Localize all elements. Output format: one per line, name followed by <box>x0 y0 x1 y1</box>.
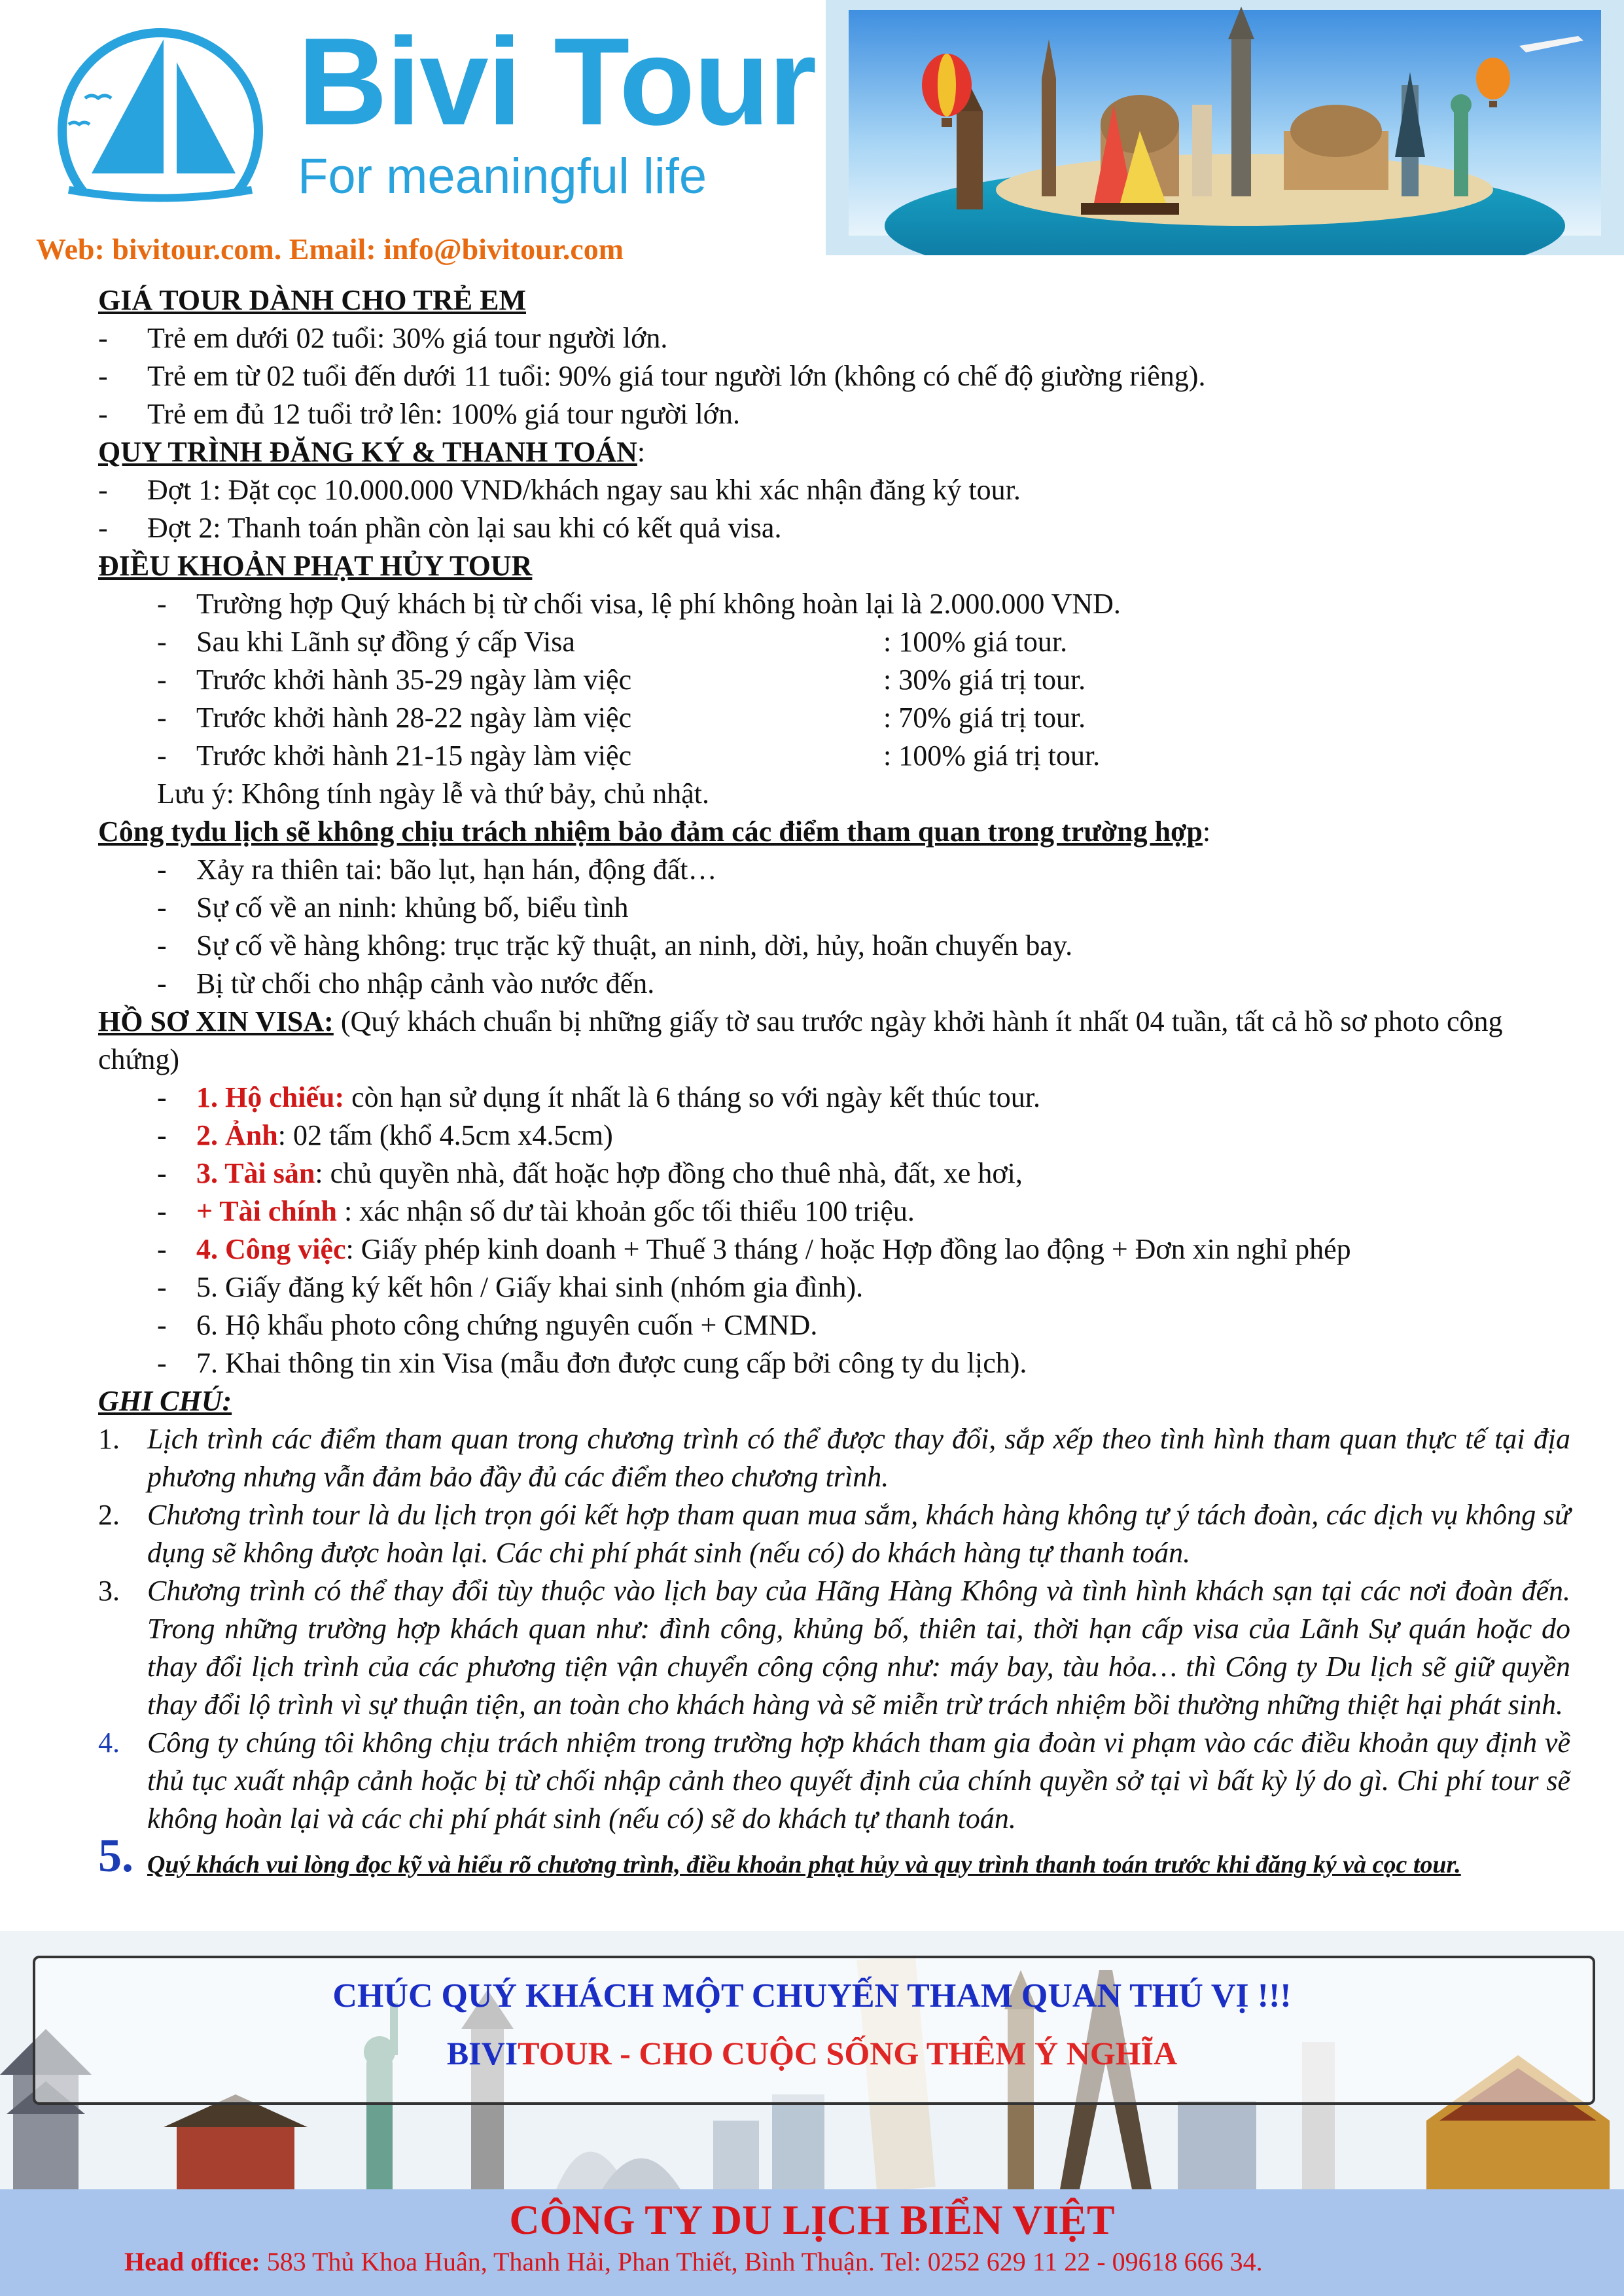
child-prices-heading: GIÁ TOUR DÀNH CHO TRẺ EM <box>98 284 526 316</box>
travel-banner-image <box>826 0 1624 255</box>
payment-item: - Đợt 1: Đặt cọc 10.000.000 VND/khách ngay sau khi xác nhận đăng ký tour. <box>98 474 1021 506</box>
visa-item: - 4. Công việc: Giấy phép kinh doanh + Thuế 3 tháng / hoặc Hợp đồng lao động + Đơn xin nghỉ phép <box>157 1233 1351 1265</box>
company-name: CÔNG TY DU LỊCH BIỂN VIỆT <box>509 2197 1115 2243</box>
brand-tagline: For meaningful life <box>298 149 707 204</box>
child-price-item: - Trẻ em đủ 12 tuổi trở lên: 100% giá tour người lớn. <box>98 398 740 430</box>
cancellation-intro: - Trường hợp Quý khách bị từ chối visa, lệ phí không hoàn lại là 2.000.000 VND. <box>157 588 1121 620</box>
note-item: 4. Công ty chúng tôi không chịu trách nhiệm trong trường hợp khách tham gia đoàn vi phạm vào các điều khoản quy định về thủ tục xuất nhập cảnh hoặc bị từ chối nhập cảnh theo quyết định của chính quyền sở tại vì bất kỳ lý do gì. Chi phí tour sẽ không hoàn lại và các chi phí phát sinh (nếu có) sẽ do khách tự thanh toán. <box>98 1727 1570 1835</box>
final-note: 5. Quý khách vui lòng đọc kỹ và hiểu rõ chương trình, điều khoản phạt hủy và quy trình thanh toán trước khi đăng ký và cọc tour. <box>98 1829 1461 1882</box>
visa-item: - 5. Giấy đăng ký kết hôn / Giấy khai sinh (nhóm gia đình). <box>157 1271 864 1303</box>
payment-item: - Đợt 2: Thanh toán phần còn lại sau khi có kết quả visa. <box>98 512 782 544</box>
visa-item: - 2. Ảnh: 02 tấm (khổ 4.5cm x4.5cm) <box>157 1119 613 1151</box>
cancellation-row: - Trước khởi hành 28-22 ngày làm việc : 70% giá trị tour. <box>157 702 1086 734</box>
visa-item: - + Tài chính : xác nhận số dư tài khoản gốc tối thiểu 100 triệu. <box>157 1195 915 1227</box>
notes-list <box>98 1420 1570 1838</box>
cancellation-row: - Trước khởi hành 35-29 ngày làm việc : 30% giá trị tour. <box>157 664 1086 696</box>
note-item: 3. Chương trình có thể thay đổi tùy thuộc vào lịch bay của Hãng Hàng Không và tình hình khách sạn tại các nơi đoàn đến. Trong những trường hợp khách quan như: đình công, khủng bố, thiên tai, thời hạn cấp visa của Lãnh Sự quán hoặc do thay đổi lịch trình của các phương tiện vận chuyển công cộng như: máy bay, tàu hỏa… thì Công ty Du lịch sẽ giữ quyền thay đổi lộ trình vì sự thuận tiện, an toàn cho khách hàng và sẽ miễn trừ trách nhiệm bồi thường những thiệt hại phát sinh. <box>98 1575 1570 1721</box>
brand-name: Bivi Tour <box>298 12 816 151</box>
cancellation-row: - Sau khi Lãnh sự đồng ý cấp Visa : 100% giá tour. <box>157 626 1068 658</box>
note-item: 1. Lịch trình các điểm tham quan trong chương trình có thể được thay đổi, sắp xếp theo tình hình tham quan thực tế tại địa phương nhưng vẫn đảm bảo đầy đủ các điểm theo chương trình. <box>98 1423 1570 1493</box>
terms-content <box>98 281 1570 1882</box>
visa-item: - 1. Hộ chiếu: còn hạn sử dụng ít nhất là 6 tháng so với ngày kết thúc tour. <box>157 1081 1040 1113</box>
visa-item: - 6. Hộ khẩu photo công chứng nguyên cuốn + CMND. <box>157 1309 818 1341</box>
child-price-item: - Trẻ em từ 02 tuổi đến dưới 11 tuổi: 90% giá tour người lớn (không có chế độ giường riêng). <box>98 360 1206 392</box>
liability-item: - Sự cố về hàng không: trục trặc kỹ thuật, an ninh, dời, hủy, hoãn chuyến bay. <box>157 929 1073 961</box>
page-header <box>0 0 1624 266</box>
liability-item: - Sự cố về an ninh: khủng bố, biểu tình <box>157 891 629 924</box>
liability-item: - Xảy ra thiên tai: bão lụt, hạn hán, động đất… <box>157 853 717 886</box>
liability-item: - Bị từ chối cho nhập cảnh vào nước đến. <box>157 967 655 999</box>
wish-text: CHÚC QUÝ KHÁCH MỘT CHUYẾN THAM QUAN THÚ VỊ !!! <box>332 1977 1292 2015</box>
visa-item: - 7. Khai thông tin xin Visa (mẫu đơn được cung cấp bởi công ty du lịch). <box>157 1347 1027 1379</box>
contact-line: Web: bivitour.com. Email: info@bivitour.com <box>36 232 624 266</box>
visa-item: - 3. Tài sản: chủ quyền nhà, đất hoặc hợp đồng cho thuê nhà, đất, xe hơi, <box>157 1157 1023 1189</box>
cancellation-row: - Trước khởi hành 21-15 ngày làm việc : 100% giá trị tour. <box>157 740 1101 772</box>
slogan-text: BIVITOUR - CHO CUỘC SỐNG THÊM Ý NGHĨA <box>446 2035 1178 2072</box>
cancellation-note: Lưu ý: Không tính ngày lễ và thứ bảy, chủ nhật. <box>157 778 710 810</box>
notes-heading: GHI CHÚ: <box>98 1385 232 1417</box>
payment-heading: QUY TRÌNH ĐĂNG KÝ & THANH TOÁN: <box>98 436 646 468</box>
visa-heading: HỒ SƠ XIN VISA: (Quý khách chuẩn bị những giấy tờ sau trước ngày khởi hành ít nhất 04 tuần, tất cả hồ sơ photo công chứng) <box>98 1005 1503 1075</box>
child-price-item: - Trẻ em dưới 02 tuổi: 30% giá tour người lớn. <box>98 322 668 354</box>
head-office-address: Head office: 583 Thủ Khoa Huân, Thanh Hải, Phan Thiết, Bình Thuận. Tel: 0252 629 11 22 - 09618 666 34. <box>124 2247 1263 2276</box>
note-item: 2. Chương trình tour là du lịch trọn gói kết hợp tham quan mua sắm, khách hàng không tự ý tách đoàn, các dịch vụ không sử dụng sẽ không được hoàn lại. Các chi phí phát sinh (nếu có) do khách hàng tự thanh toán. <box>98 1499 1570 1569</box>
cancellation-heading: ĐIỀU KHOẢN PHẠT HỦY TOUR <box>98 550 533 582</box>
liability-heading: Công tydu lịch sẽ không chịu trách nhiệm bảo đảm các điểm tham quan trong trường hợp: <box>98 816 1211 848</box>
sailboat-logo-icon <box>29 26 291 216</box>
